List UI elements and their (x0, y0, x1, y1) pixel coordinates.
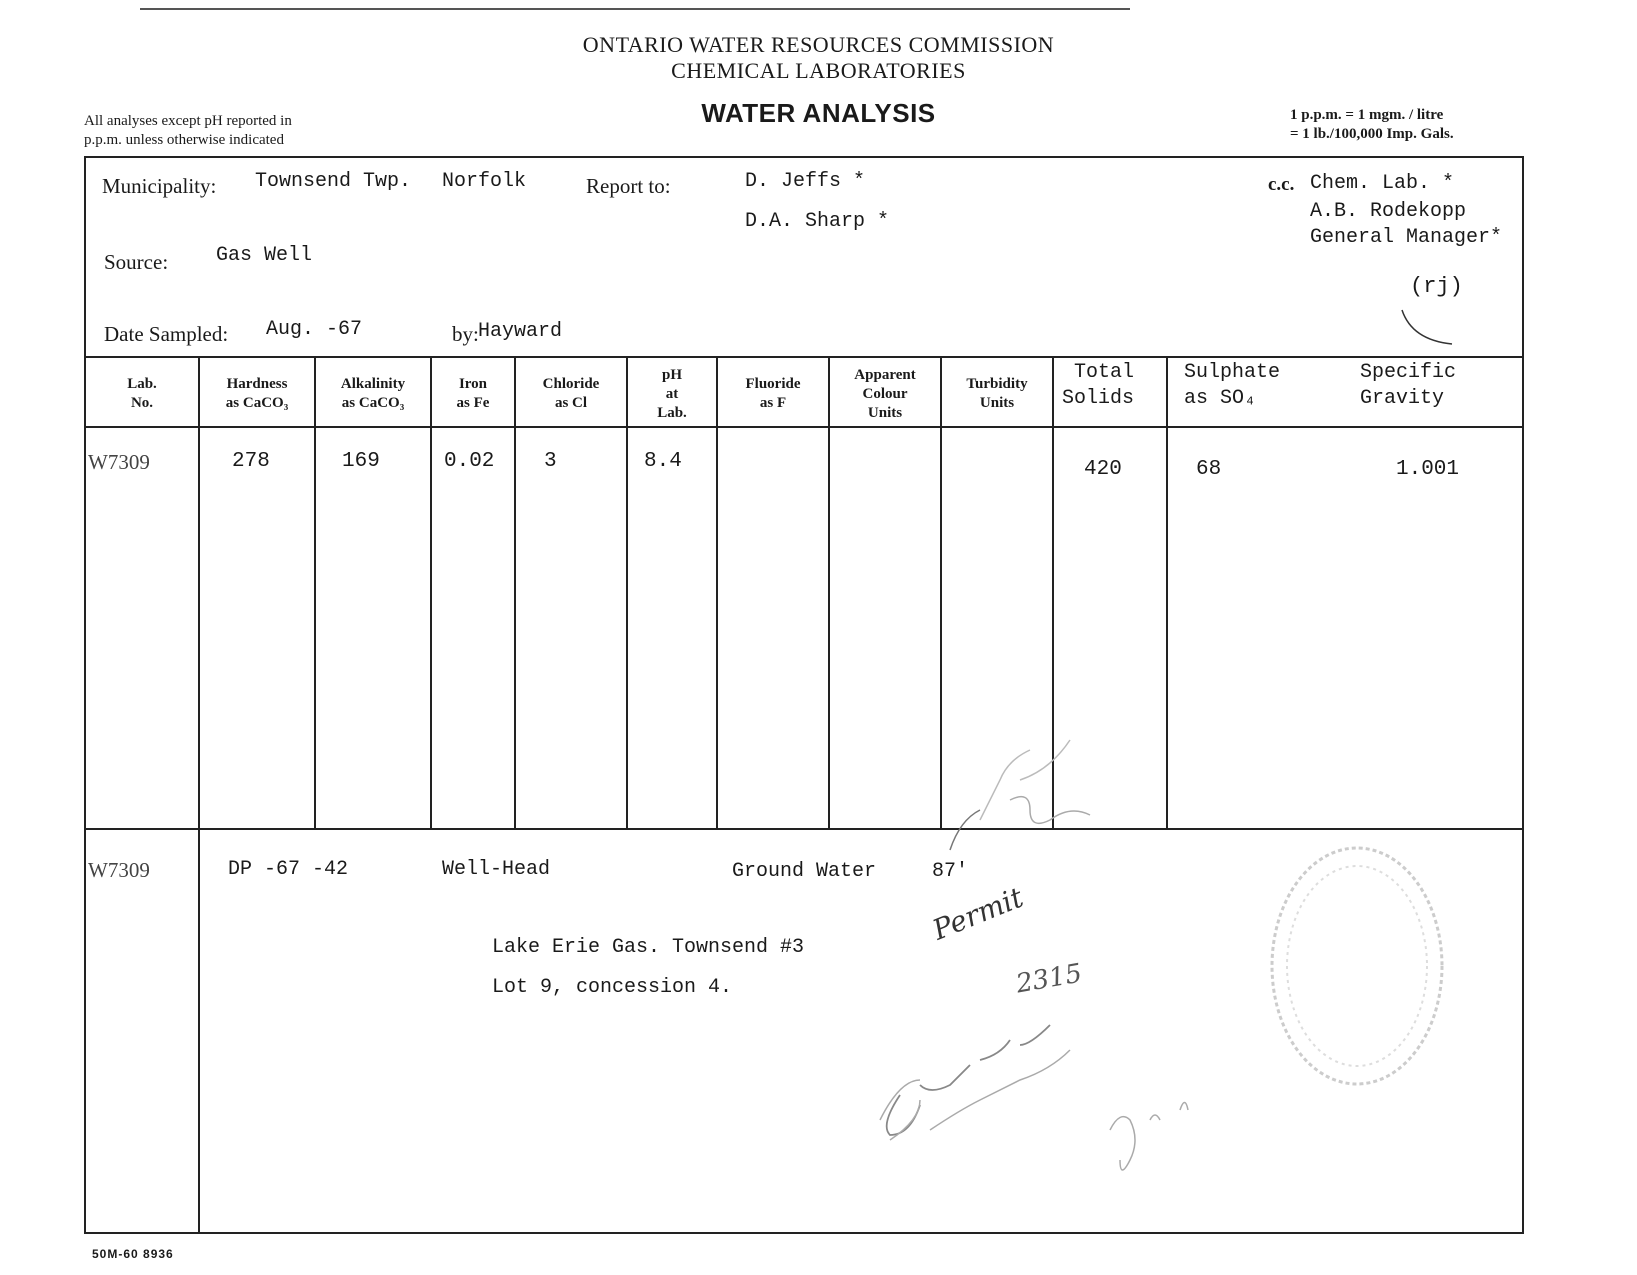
faint-stamp (1262, 836, 1462, 1096)
units-note-right-line2: = 1 lb./100,000 Imp. Gals. (1290, 126, 1454, 142)
col-divider (514, 356, 516, 828)
remarks-code: DP -67 -42 (228, 858, 349, 881)
remarks-location-2: Lot 9, concession 4. (492, 976, 733, 999)
header-total-solids: Total Solids (1062, 361, 1135, 410)
col-divider (198, 356, 200, 1234)
table-top-rule (84, 356, 1524, 358)
results-bottom-rule (84, 828, 1524, 830)
units-note-left-line1: All analyses except pH reported in (84, 113, 292, 129)
header-ph: pH at Lab. (657, 366, 687, 421)
source-value: Gas Well (216, 244, 313, 267)
lab-name: CHEMICAL LABORATORIES (671, 58, 966, 83)
cc-2: A.B. Rodekopp (1310, 200, 1467, 223)
source-label: Source: (104, 250, 169, 274)
cc-3: General Manager* (1310, 226, 1503, 249)
remarks-lab-no: W7309 (88, 858, 150, 882)
date-sampled-label: Date Sampled: (104, 322, 229, 346)
header-fluoride: Fluoride as F (745, 376, 801, 411)
curve-mark (1400, 308, 1460, 348)
col-divider (716, 356, 718, 828)
cell-ph: 8.4 (644, 450, 682, 473)
cell-sulphate: 68 (1196, 458, 1222, 481)
header-bottom-rule (84, 426, 1524, 428)
date-sampled-value: Aug. -67 (266, 318, 363, 341)
cell-lab-no: W7309 (88, 450, 150, 474)
handwritten-permit: Permit (928, 880, 1028, 947)
header-turbidity: Turbidity Units (966, 376, 1028, 411)
report-to-1: D. Jeffs * (745, 170, 866, 193)
form-number: 50M-60 8936 (92, 1247, 174, 1261)
col-divider (314, 356, 316, 828)
municipality-label: Municipality: (102, 174, 217, 198)
form-title: WATER ANALYSIS (701, 98, 936, 128)
cc-1: Chem. Lab. * (1310, 172, 1455, 195)
typist-initials: (rj) (1410, 274, 1463, 299)
report-to-label: Report to: (586, 174, 671, 198)
municipality-value: Townsend Twp. (255, 170, 412, 193)
remarks-depth: 87' (932, 860, 969, 883)
handwritten-permit-number: 2315 (1013, 958, 1085, 1000)
units-note-right-line1: 1 p.p.m. = 1 mgm. / litre (1290, 107, 1444, 123)
header-hardness: Hardness as CaCO₃ (225, 376, 289, 411)
header-lab-no: Lab. No. (127, 376, 157, 411)
handwritten-scribbles (860, 700, 1260, 1220)
cell-alkalinity: 169 (342, 450, 380, 473)
units-note-right (1290, 106, 1454, 144)
remarks-sampling-point: Well-Head (442, 858, 551, 881)
header-colour: Apparent Colour Units (854, 366, 916, 421)
county-value: Norfolk (442, 170, 527, 193)
sampled-by-value: Hayward (478, 320, 563, 343)
cell-total-solids: 420 (1084, 458, 1122, 481)
top-rule (140, 8, 1130, 10)
header-sulphate: Sulphate as SO₄ (1184, 361, 1281, 410)
cell-hardness: 278 (232, 450, 270, 473)
report-to-2: D.A. Sharp * (745, 210, 890, 233)
col-divider (626, 356, 628, 828)
col-divider (828, 356, 830, 828)
cc-label: c.c. (1268, 174, 1295, 195)
cell-specific-gravity: 1.001 (1396, 458, 1460, 481)
col-divider (430, 356, 432, 828)
header-iron: Iron as Fe (456, 376, 490, 411)
remarks-water-type: Ground Water (732, 860, 877, 883)
header-alkalinity: Alkalinity as CaCO₃ (340, 376, 406, 411)
cell-iron: 0.02 (444, 450, 495, 473)
units-note-left-line2: p.p.m. unless otherwise indicated (84, 132, 284, 148)
sampled-by-label: by: (452, 322, 479, 346)
cell-chloride: 3 (544, 450, 557, 473)
remarks-location-1: Lake Erie Gas. Townsend #3 (492, 936, 805, 959)
commission-name: ONTARIO WATER RESOURCES COMMISSION (582, 32, 1055, 57)
header-chloride: Chloride as Cl (542, 376, 600, 411)
header-specific-gravity: Specific Gravity (1360, 361, 1457, 410)
units-note-left (84, 112, 292, 150)
